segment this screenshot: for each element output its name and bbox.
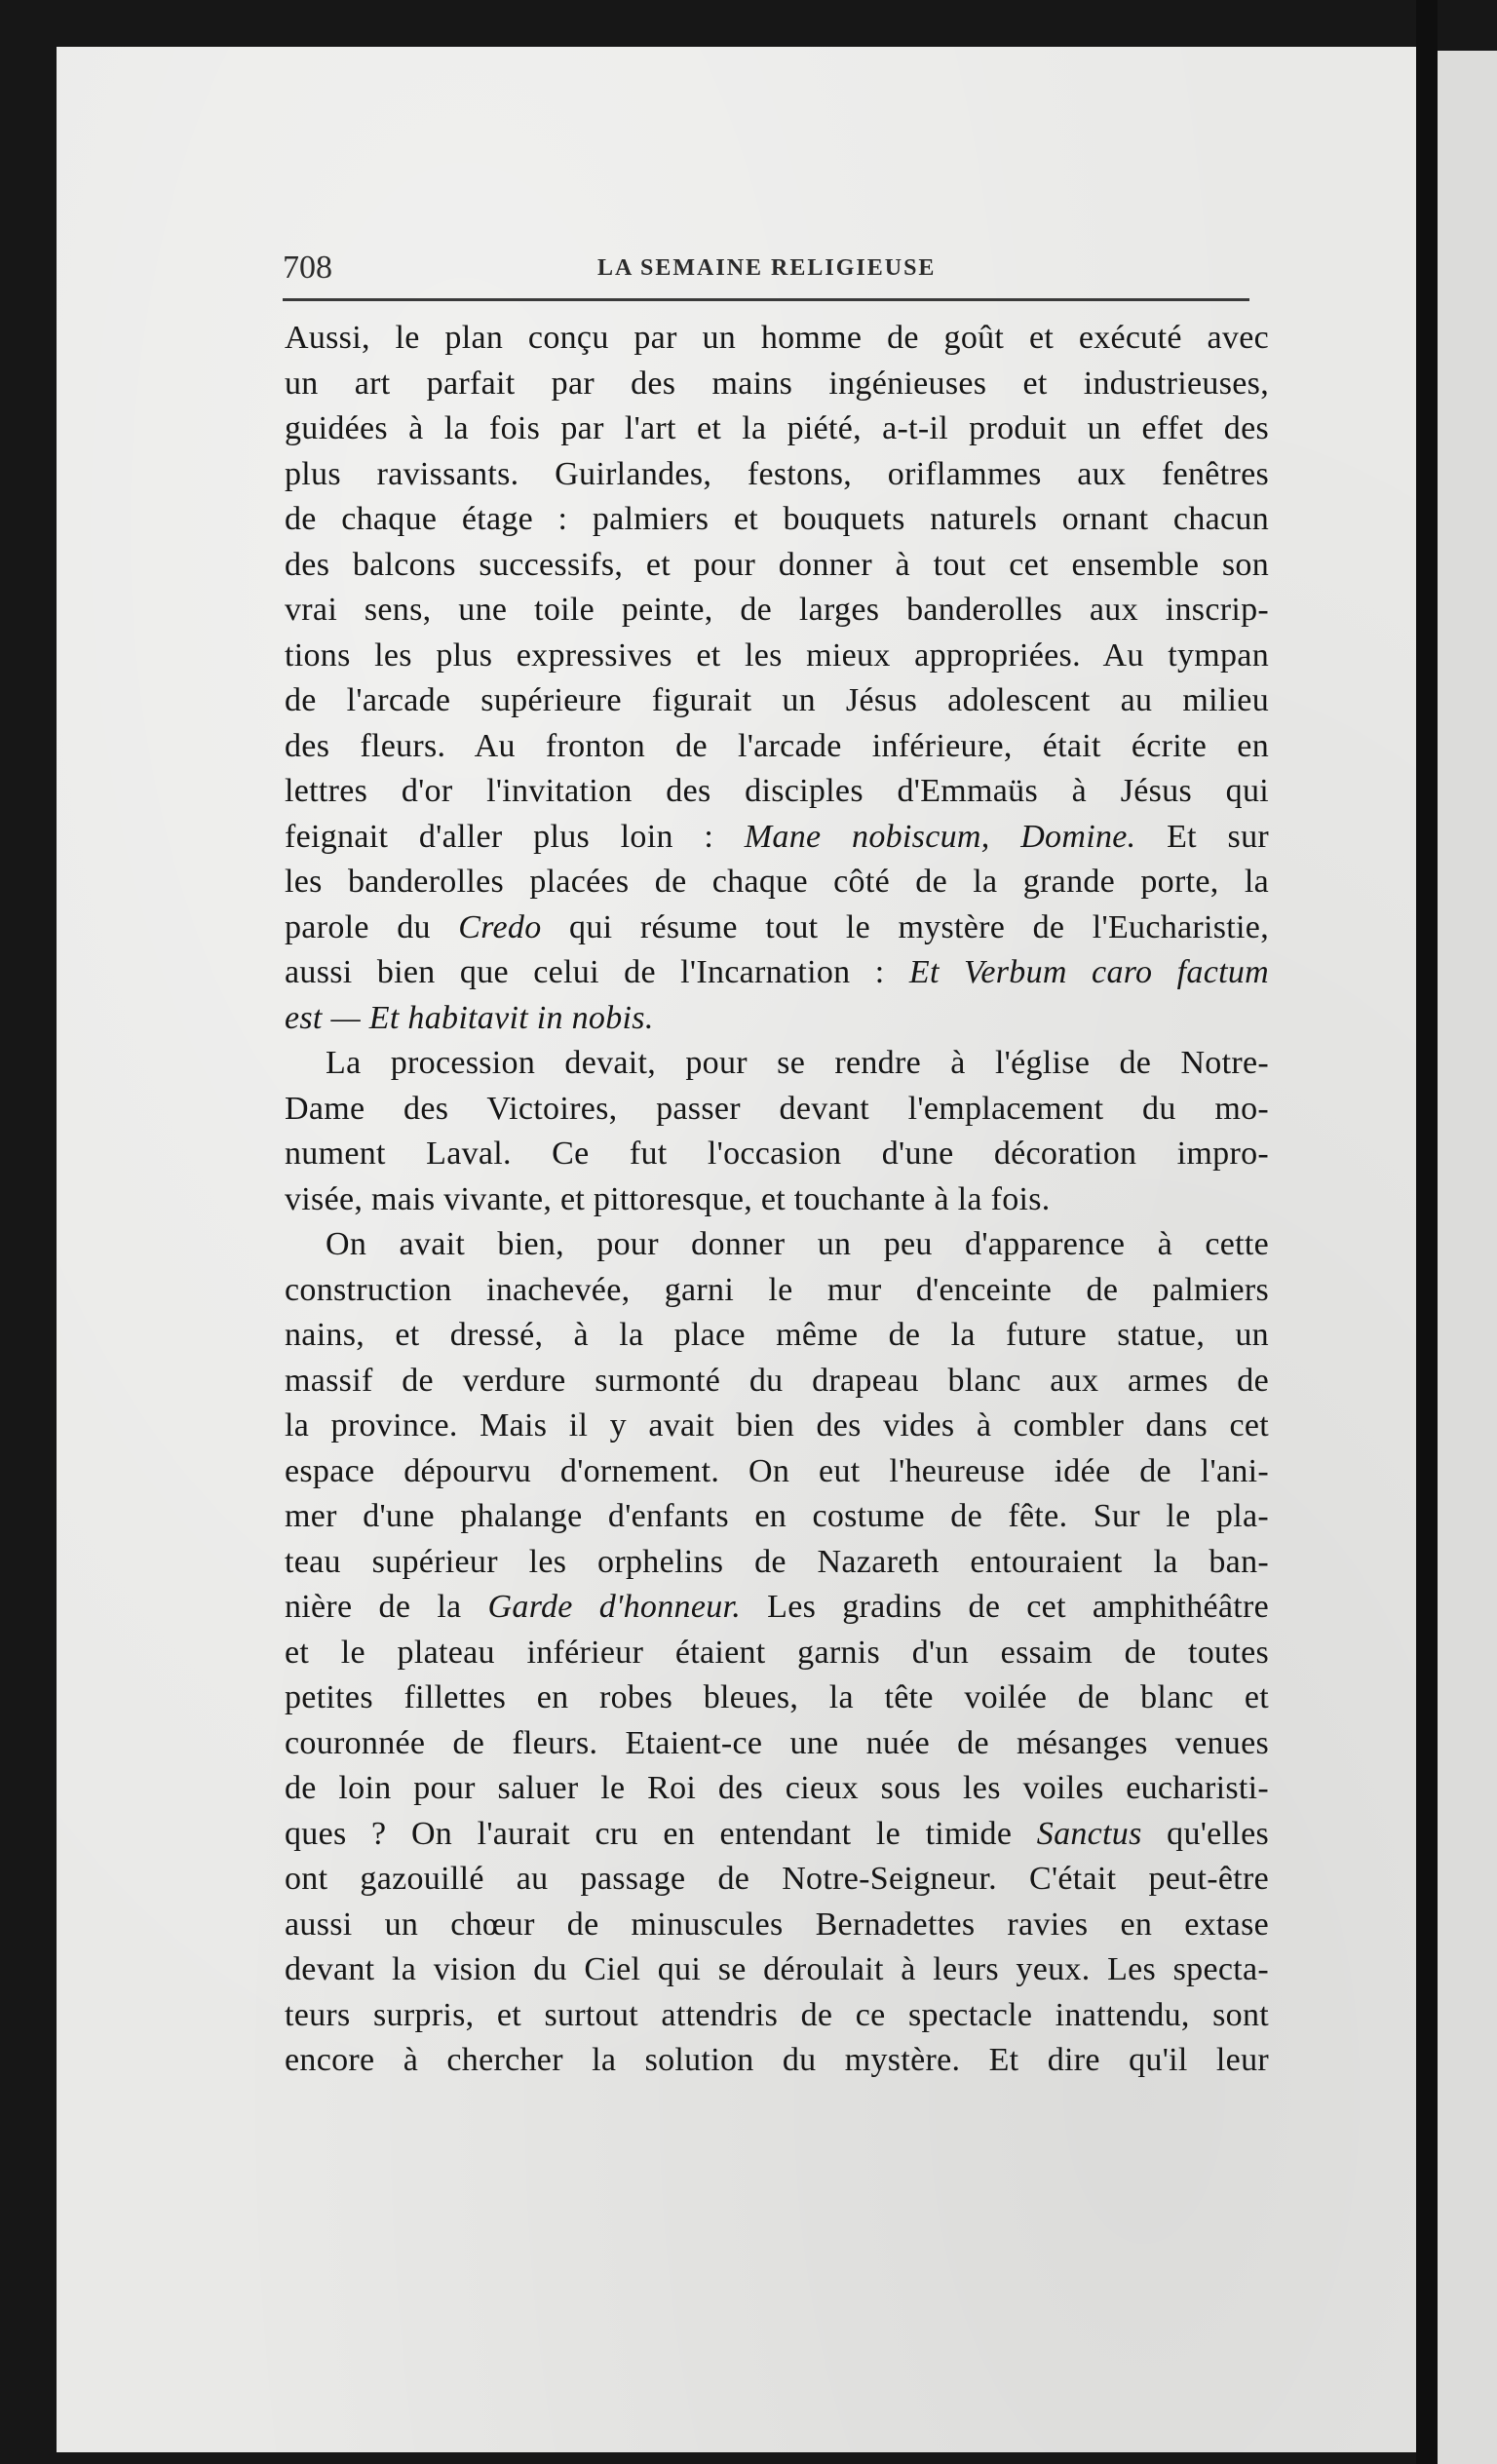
adjacent-page-edge <box>1438 51 1497 2464</box>
italic-text: Et Verbum caro factum <box>908 954 1269 990</box>
text-line <box>285 905 1269 951</box>
italic-text: Garde d'honneur. <box>487 1589 742 1625</box>
book-gutter <box>1416 0 1438 2464</box>
text-run: qu'elles <box>1141 1815 1269 1852</box>
text-line: de loin pour saluer le Roi des cieux sous les voiles eucharisti- <box>285 1770 1269 1806</box>
text-line: massif de verdure surmonté du drapeau blanc aux armes de <box>285 1362 1269 1399</box>
text-line: aussi un chœur de minuscules Bernadettes ravies en extase <box>285 1906 1269 1943</box>
text-run: ques ? On l'aurait cru en entendant le timide <box>285 1815 1037 1852</box>
text-line: tions les plus expressives et les mieux appropriées. Au tympan <box>285 636 1269 674</box>
text-line: guidées à la fois par l'art et la piété, a-t-il produit un effet des <box>285 410 1269 446</box>
text-line: vrai sens, une toile peinte, de larges banderolles aux inscrip- <box>285 592 1269 628</box>
text-line: de chaque étage : palmiers et bouquets naturels ornant chacun <box>285 501 1269 537</box>
text-run: parole du <box>285 908 459 945</box>
running-title: LA SEMAINE RELIGIEUSE <box>597 255 937 281</box>
text-line: la province. Mais il y avait bien des vides à combler dans cet <box>285 1407 1269 1444</box>
text-line: des fleurs. Au fronton de l'arcade inférieure, était écrite en <box>285 727 1269 764</box>
text-line: plus ravissants. Guirlandes, festons, oriflammes aux fenêtres <box>285 455 1269 492</box>
text-line: ont gazouillé au passage de Notre-Seigneur. C'était peut-être <box>285 1861 1269 1897</box>
text-line <box>285 1812 1269 1858</box>
text-line: nains, et dressé, à la place même de la future statue, un <box>285 1317 1269 1353</box>
text-run: feignait d'aller plus loin : <box>285 818 745 855</box>
text-line <box>285 1585 1269 1631</box>
italic-text: Sanctus <box>1036 1815 1142 1852</box>
text-run: nière de la <box>285 1589 488 1625</box>
header-rule <box>283 298 1249 301</box>
italic-text: Mane nobiscum, Domine. <box>744 818 1136 855</box>
text-line: devant la vision du Ciel qui se déroulait à leurs yeux. Les specta- <box>285 1951 1269 1987</box>
page-header <box>283 250 1249 298</box>
text-line: lettres d'or l'invitation des disciples d'Emmaüs à Jésus qui <box>285 773 1269 809</box>
text-run: Et sur <box>1135 818 1269 855</box>
text-line: les banderolles placées de chaque côté de la grande porte, la <box>285 864 1269 900</box>
italic-text-line: est — Et habitavit in nobis. <box>285 999 654 1036</box>
text-line <box>285 950 1269 996</box>
text-line: un art parfait par des mains ingénieuses et industrieuses, <box>285 365 1269 402</box>
text-line: La procession devait, pour se rendre à l'église de Notre- <box>326 1045 1269 1081</box>
text-run: aussi bien que celui de l'Incarnation : <box>285 954 909 990</box>
text-line: des balcons successifs, et pour donner à tout cet ensemble son <box>285 546 1269 583</box>
text-line: teurs surpris, et surtout attendris de ce spectacle inattendu, sont <box>285 1996 1269 2033</box>
text-line: et le plateau inférieur étaient garnis d'un essaim de toutes <box>285 1634 1269 1671</box>
text-run: Les gradins de cet amphithéâtre <box>741 1589 1269 1625</box>
body-text <box>285 316 1269 2084</box>
text-line: visée, mais vivante, et pittoresque, et touchante à la fois. <box>285 1180 1051 1217</box>
text-line: teau supérieur les orphelins de Nazareth entouraient la ban- <box>285 1543 1269 1580</box>
text-line: construction inachevée, garni le mur d'enceinte de palmiers <box>285 1271 1269 1308</box>
page-number: 708 <box>283 250 332 286</box>
text-line: encore à chercher la solution du mystère. Et dire qu'il leur <box>285 2042 1269 2078</box>
text-line <box>285 815 1269 861</box>
italic-text: Credo <box>458 908 542 945</box>
text-line: de l'arcade supérieure figurait un Jésus adolescent au milieu <box>285 682 1269 718</box>
text-line: couronnée de fleurs. Etaient-ce une nuée de mésanges venues <box>285 1724 1269 1761</box>
text-line: On avait bien, pour donner un peu d'apparence à cette <box>326 1226 1269 1262</box>
text-line: nument Laval. Ce fut l'occasion d'une décoration impro- <box>285 1136 1269 1172</box>
text-line: Aussi, le plan conçu par un homme de goût et exécuté avec <box>285 320 1269 356</box>
text-line: petites fillettes en robes bleues, la tête voilée de blanc et <box>285 1679 1269 1715</box>
text-run: qui résume tout le mystère de l'Eucharistie, <box>541 908 1269 945</box>
text-line: mer d'une phalange d'enfants en costume de fête. Sur le pla- <box>285 1498 1269 1534</box>
text-line: Dame des Victoires, passer devant l'emplacement du mo- <box>285 1090 1269 1127</box>
text-line: espace dépourvu d'ornement. On eut l'heureuse idée de l'ani- <box>285 1452 1269 1489</box>
